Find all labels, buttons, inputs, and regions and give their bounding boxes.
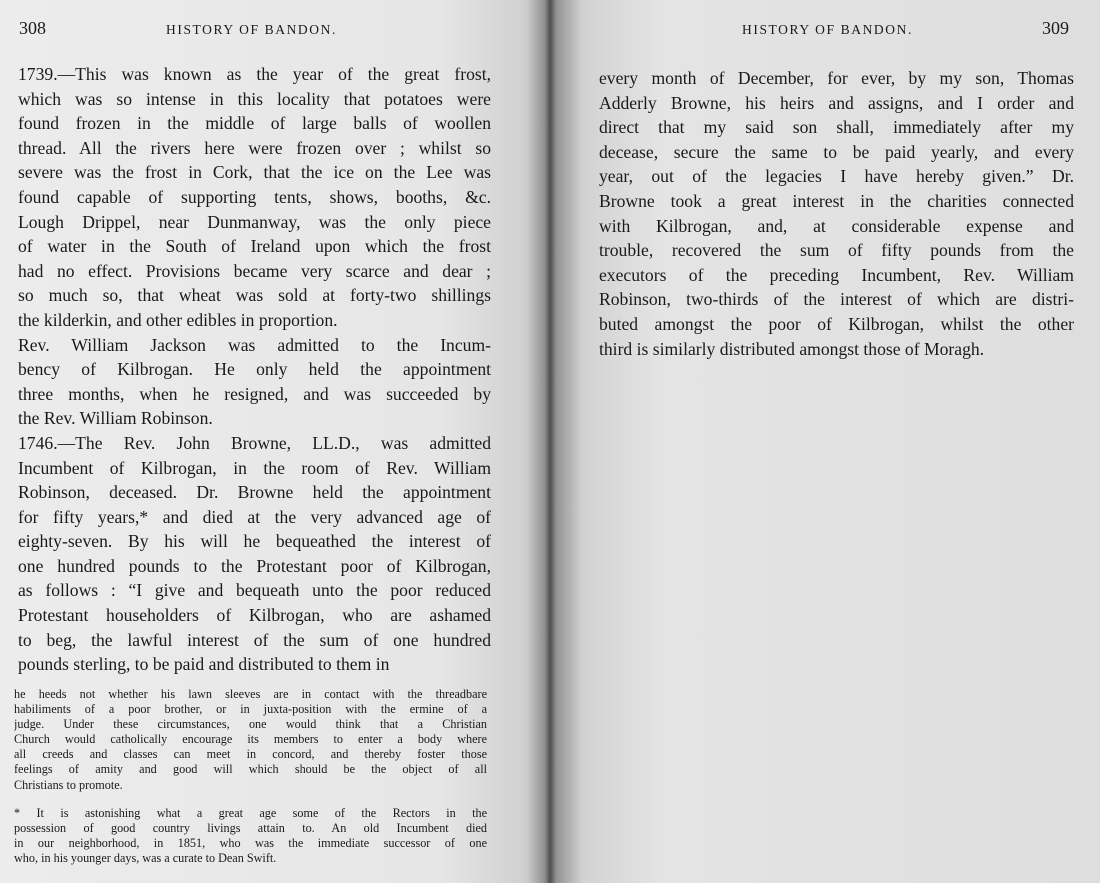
text-line: thread. All the rivers here were frozen over ; whilst so: [18, 137, 491, 158]
text-line: three months, when he resigned, and was succeeded by: [18, 383, 491, 404]
text-line: of water in the South of Ireland upon which the frost: [18, 236, 491, 257]
text-line: pounds sterling, to be paid and distributed to them in: [18, 654, 390, 675]
text-line: as follows : “I give and bequeath unto the poor reduced: [18, 580, 491, 601]
text-line: Robinson, deceased. Dr. Browne held the appointment: [18, 482, 491, 503]
right-running-title: HISTORY OF BANDON.: [742, 22, 913, 37]
text-line: Adderly Browne, his heirs and assigns, and I order and: [599, 92, 1074, 113]
left-page-number: 308: [19, 18, 46, 38]
footnote-line: Church would catholically encourage its members to enter a body where: [14, 732, 487, 747]
footnote-line: judge. Under these circumstances, one would think that a Christian: [14, 717, 487, 732]
text-line: Lough Drippel, near Dunmanway, was the only piece: [18, 211, 491, 232]
footnote-line: * It is astonishing what a great age some of the Rectors in the: [14, 806, 487, 820]
text-line: Rev. William Jackson was admitted to the Incum-: [18, 334, 491, 355]
text-line: the Rev. William Robinson.: [18, 408, 213, 429]
text-line: which was so intense in this locality that potatoes were: [18, 88, 491, 109]
text-line: 1739.—This was known as the year of the great frost,: [18, 64, 491, 84]
text-line: Robinson, two-thirds of the interest of which are distri-: [599, 289, 1074, 310]
text-line: with Kilbrogan, and, at considerable expense and: [599, 215, 1074, 236]
footnote-line: he heeds not whether his lawn sleeves are in contact with the threadbare: [14, 687, 487, 701]
text-line: buted amongst the poor of Kilbrogan, whilst the other: [599, 313, 1074, 334]
text-line: direct that my said son shall, immediately after my: [599, 117, 1074, 138]
text-line: the kilderkin, and other edibles in proportion.: [18, 309, 338, 330]
text-line: had no effect. Provisions became very scarce and dear ;: [18, 260, 491, 281]
text-line: eighty-seven. By his will he bequeathed the interest of: [18, 531, 491, 552]
text-line: every month of December, for ever, by my son, Thomas: [599, 68, 1074, 88]
footnote-line: all creeds and classes can meet in concord, and thereby foster those: [14, 747, 487, 762]
text-line: Browne took a great interest in the charities connected: [599, 190, 1074, 211]
footnote-line: Christians to promote.: [14, 777, 123, 792]
text-line: to beg, the lawful interest of the sum of one hundred: [18, 629, 491, 650]
text-line: bency of Kilbrogan. He only held the appointment: [18, 359, 491, 380]
left-page-header: [0, 18, 548, 44]
footnote-line: possession of good country livings attain to. An old Incumbent died: [14, 821, 487, 836]
text-line: so much so, that wheat was sold at forty-two shillings: [18, 285, 491, 306]
text-line: one hundred pounds to the Protestant poor of Kilbrogan,: [18, 555, 491, 576]
text-line: 1746.—The Rev. John Browne, LL.D., was admitted: [18, 432, 491, 453]
footnote-line: habiliments of a poor brother, or in juxta-position with the ermine of a: [14, 702, 487, 717]
right-page-number: 309: [1042, 18, 1069, 38]
footnote-line: in our neighborhood, in 1851, who was the immediate successor of one: [14, 836, 487, 851]
text-line: executors of the preceding Incumbent, Rev. William: [599, 264, 1074, 285]
text-line: Protestant householders of Kilbrogan, who are ashamed: [18, 605, 491, 626]
footnote-line: who, in his younger days, was a curate to Dean Swift.: [14, 851, 277, 866]
text-line: severe was the frost in Cork, that the ice on the Lee was: [18, 162, 491, 183]
text-line: found capable of supporting tents, shows, booths, &c.: [18, 186, 491, 207]
left-running-title: HISTORY OF BANDON.: [166, 22, 337, 37]
left-page: [0, 0, 548, 883]
text-line: year, out of the legacies I have hereby given.” Dr.: [599, 166, 1074, 187]
text-line: found frozen in the middle of large balls of woollen: [18, 113, 491, 134]
left-body-text: [18, 62, 491, 677]
left-footnote-star: [14, 806, 487, 866]
right-body-text: [599, 66, 1074, 361]
text-line: decease, secure the same to be paid yearly, and every: [599, 141, 1074, 162]
text-line: Incumbent of Kilbrogan, in the room of Rev. William: [18, 457, 491, 478]
footnote-line: feelings of amity and good will which should be the object of all: [14, 762, 487, 777]
right-page-header: [552, 18, 1100, 44]
left-footnote-continued: [14, 687, 487, 793]
right-page: [552, 0, 1100, 883]
text-line: trouble, recovered the sum of fifty pounds from the: [599, 240, 1074, 261]
text-line: third is similarly distributed amongst those of Moragh.: [599, 338, 985, 359]
text-line: for fifty years,* and died at the very advanced age of: [18, 506, 491, 527]
